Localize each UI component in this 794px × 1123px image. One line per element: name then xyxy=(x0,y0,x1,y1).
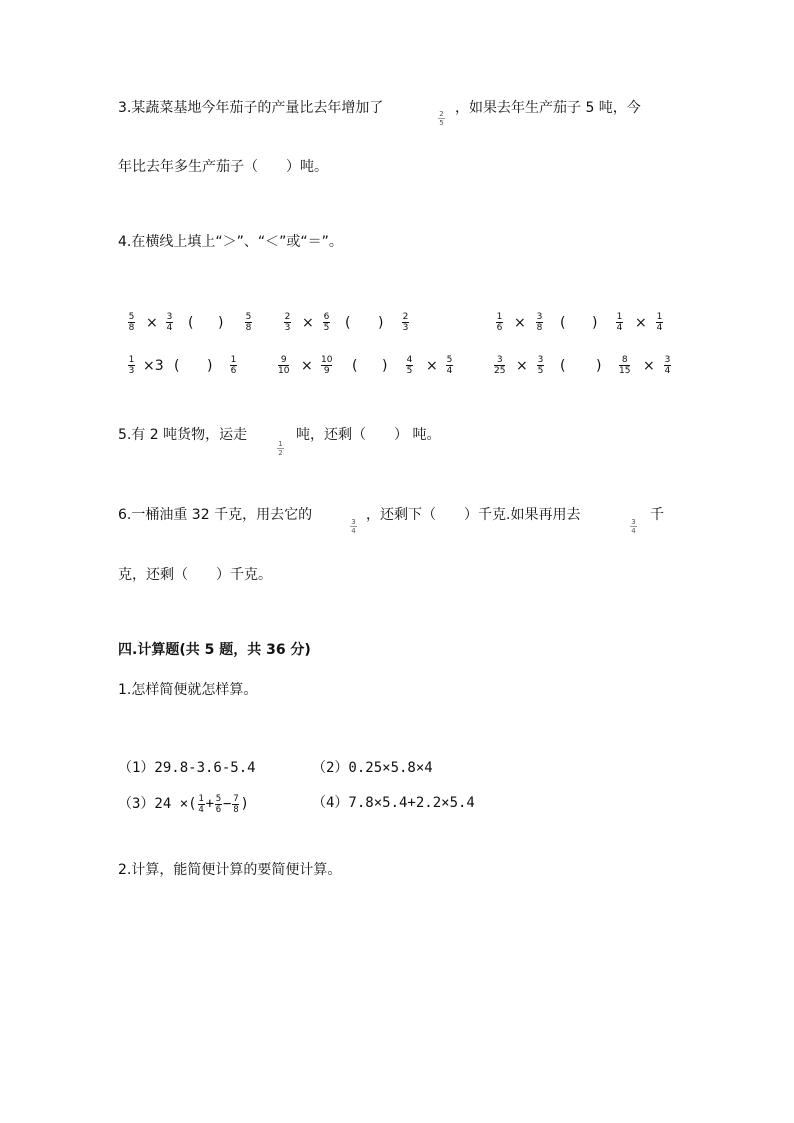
answer-bracket: ( xyxy=(345,315,351,331)
q4-title: 4.在横线上填上“＞”、“＜”或“＝”。 xyxy=(118,234,343,250)
q6-text-4: 克，还剩（ ）千克。 xyxy=(118,567,272,583)
numerator: 1 xyxy=(198,793,204,804)
denominator: 4 xyxy=(631,527,636,535)
numerator: 7 xyxy=(233,793,239,804)
numerator: 1 xyxy=(616,312,623,322)
denominator: 6 xyxy=(230,366,237,376)
denominator: 8 xyxy=(128,323,135,333)
denominator: 3 xyxy=(128,366,135,376)
c1-problem-2: （2）0.25×5.8×4 xyxy=(312,760,433,776)
numerator: 1 xyxy=(230,355,237,365)
answer-bracket: ( xyxy=(560,358,566,374)
operator: × xyxy=(302,315,314,331)
operator: × xyxy=(643,358,655,374)
fraction xyxy=(494,355,505,376)
q6-fraction-2 xyxy=(630,518,637,535)
fraction xyxy=(284,312,291,333)
answer-bracket: ) xyxy=(207,358,213,374)
q3-text-3: 年比去年多生产茄子（ ）吨。 xyxy=(118,159,328,175)
fraction xyxy=(321,355,332,376)
numerator: 3 xyxy=(351,518,356,526)
denominator: 2 xyxy=(278,449,283,457)
operator: × xyxy=(516,358,528,374)
numerator: 5 xyxy=(128,312,135,322)
numerator: 3 xyxy=(496,355,503,365)
operator: × xyxy=(146,315,158,331)
denominator: 5 xyxy=(323,323,330,333)
denominator: 4 xyxy=(664,366,671,376)
q3-text-1: 3.某蔬菜基地今年茄子的产量比去年增加了 xyxy=(118,100,384,116)
numerator: 3 xyxy=(536,312,543,322)
answer-bracket: ) xyxy=(592,315,598,331)
numerator: 5 xyxy=(215,793,222,804)
fraction xyxy=(406,355,413,376)
operator: × xyxy=(301,358,313,374)
denominator: 4 xyxy=(351,527,356,535)
operator: × xyxy=(635,315,647,331)
q6-text-1: 6.一桶油重 32 千克，用去它的 xyxy=(118,507,313,523)
denominator: 5 xyxy=(439,119,444,127)
numerator: 1 xyxy=(128,355,135,365)
p3-suffix: ) xyxy=(240,796,249,812)
denominator: 6 xyxy=(496,323,503,333)
fraction xyxy=(128,355,135,376)
c1-title: 1.怎样简便就怎样算。 xyxy=(118,682,258,698)
numerator: 1 xyxy=(278,440,283,448)
denominator: 9 xyxy=(323,366,330,376)
numerator: 6 xyxy=(323,312,330,322)
denominator: 4 xyxy=(198,804,204,815)
numerator: 4 xyxy=(406,355,413,365)
fraction xyxy=(496,312,503,333)
c2-title: 2.计算，能简便计算的要简便计算。 xyxy=(118,862,342,878)
q3-fraction xyxy=(438,110,445,127)
denominator: 3 xyxy=(284,323,291,333)
numerator: 3 xyxy=(631,518,636,526)
q6-fraction-1 xyxy=(350,518,357,535)
operator: × xyxy=(514,315,526,331)
fraction xyxy=(245,312,252,333)
answer-bracket: ( xyxy=(188,315,194,331)
section-title: 四.计算题(共 5 题，共 36 分) xyxy=(118,642,311,658)
fraction xyxy=(278,355,289,376)
q5-fraction xyxy=(277,440,284,457)
denominator: 5 xyxy=(537,366,544,376)
numerator: 2 xyxy=(284,312,291,322)
numerator: 5 xyxy=(446,355,453,365)
numerator: 9 xyxy=(280,355,287,365)
denominator: 4 xyxy=(446,366,453,376)
numerator: 2 xyxy=(439,110,444,118)
denominator: 8 xyxy=(245,323,252,333)
numerator: 3 xyxy=(166,312,173,322)
numerator: 3 xyxy=(664,355,671,365)
answer-bracket: ) xyxy=(382,358,388,374)
denominator: 15 xyxy=(619,366,631,376)
p3-fraction-3 xyxy=(232,794,239,815)
fraction xyxy=(616,312,623,333)
p3-fraction-1 xyxy=(198,794,205,815)
fraction xyxy=(166,312,173,333)
numerator: 5 xyxy=(245,312,252,322)
q3-text-2: ，如果去年生产茄子 5 吨，今 xyxy=(455,100,641,116)
q6-text-2: ，还剩下（ ）千克.如果再用去 xyxy=(366,507,581,523)
operator: × xyxy=(426,358,438,374)
q5-text-2: 吨，还剩（ ） 吨。 xyxy=(296,427,441,443)
denominator: 5 xyxy=(406,366,413,376)
answer-bracket: ( xyxy=(560,315,566,331)
fraction xyxy=(537,355,544,376)
denominator: 4 xyxy=(616,323,623,333)
operator: ×3 xyxy=(143,358,164,374)
fraction xyxy=(402,312,409,333)
denominator: 10 xyxy=(278,366,290,376)
numerator: 1 xyxy=(656,312,663,322)
fraction xyxy=(536,312,543,333)
numerator: 10 xyxy=(321,355,333,365)
c1-problem-1: （1）29.8-3.6-5.4 xyxy=(118,760,256,776)
minus: − xyxy=(223,796,232,812)
denominator: 3 xyxy=(402,323,409,333)
fraction xyxy=(446,355,453,376)
fraction xyxy=(656,312,663,333)
q5-text-1: 5.有 2 吨货物，运走 xyxy=(118,427,248,443)
numerator: 2 xyxy=(402,312,409,322)
denominator: 4 xyxy=(166,323,173,333)
c1-problem-4: （4）7.8×5.4+2.2×5.4 xyxy=(312,795,475,811)
answer-bracket: ) xyxy=(218,315,224,331)
fraction xyxy=(230,355,237,376)
c1-problem-3 xyxy=(118,790,249,818)
fraction xyxy=(323,312,330,333)
p3-prefix: （3）24 ×( xyxy=(118,796,197,812)
numerator: 3 xyxy=(537,355,544,365)
p3-fraction-2 xyxy=(215,794,222,815)
answer-bracket: ) xyxy=(378,315,384,331)
fraction xyxy=(664,355,671,376)
denominator: 25 xyxy=(494,366,506,376)
denominator: 8 xyxy=(536,323,543,333)
answer-bracket: ) xyxy=(596,358,602,374)
denominator: 6 xyxy=(215,804,222,815)
fraction xyxy=(128,312,135,333)
plus: + xyxy=(205,796,215,812)
answer-bracket: ( xyxy=(352,358,358,374)
answer-bracket: ( xyxy=(174,358,180,374)
numerator: 1 xyxy=(496,312,503,322)
fraction xyxy=(619,355,630,376)
numerator: 8 xyxy=(621,355,628,365)
q6-text-3: 千 xyxy=(650,507,664,523)
denominator: 4 xyxy=(656,323,663,333)
denominator: 8 xyxy=(233,804,239,815)
